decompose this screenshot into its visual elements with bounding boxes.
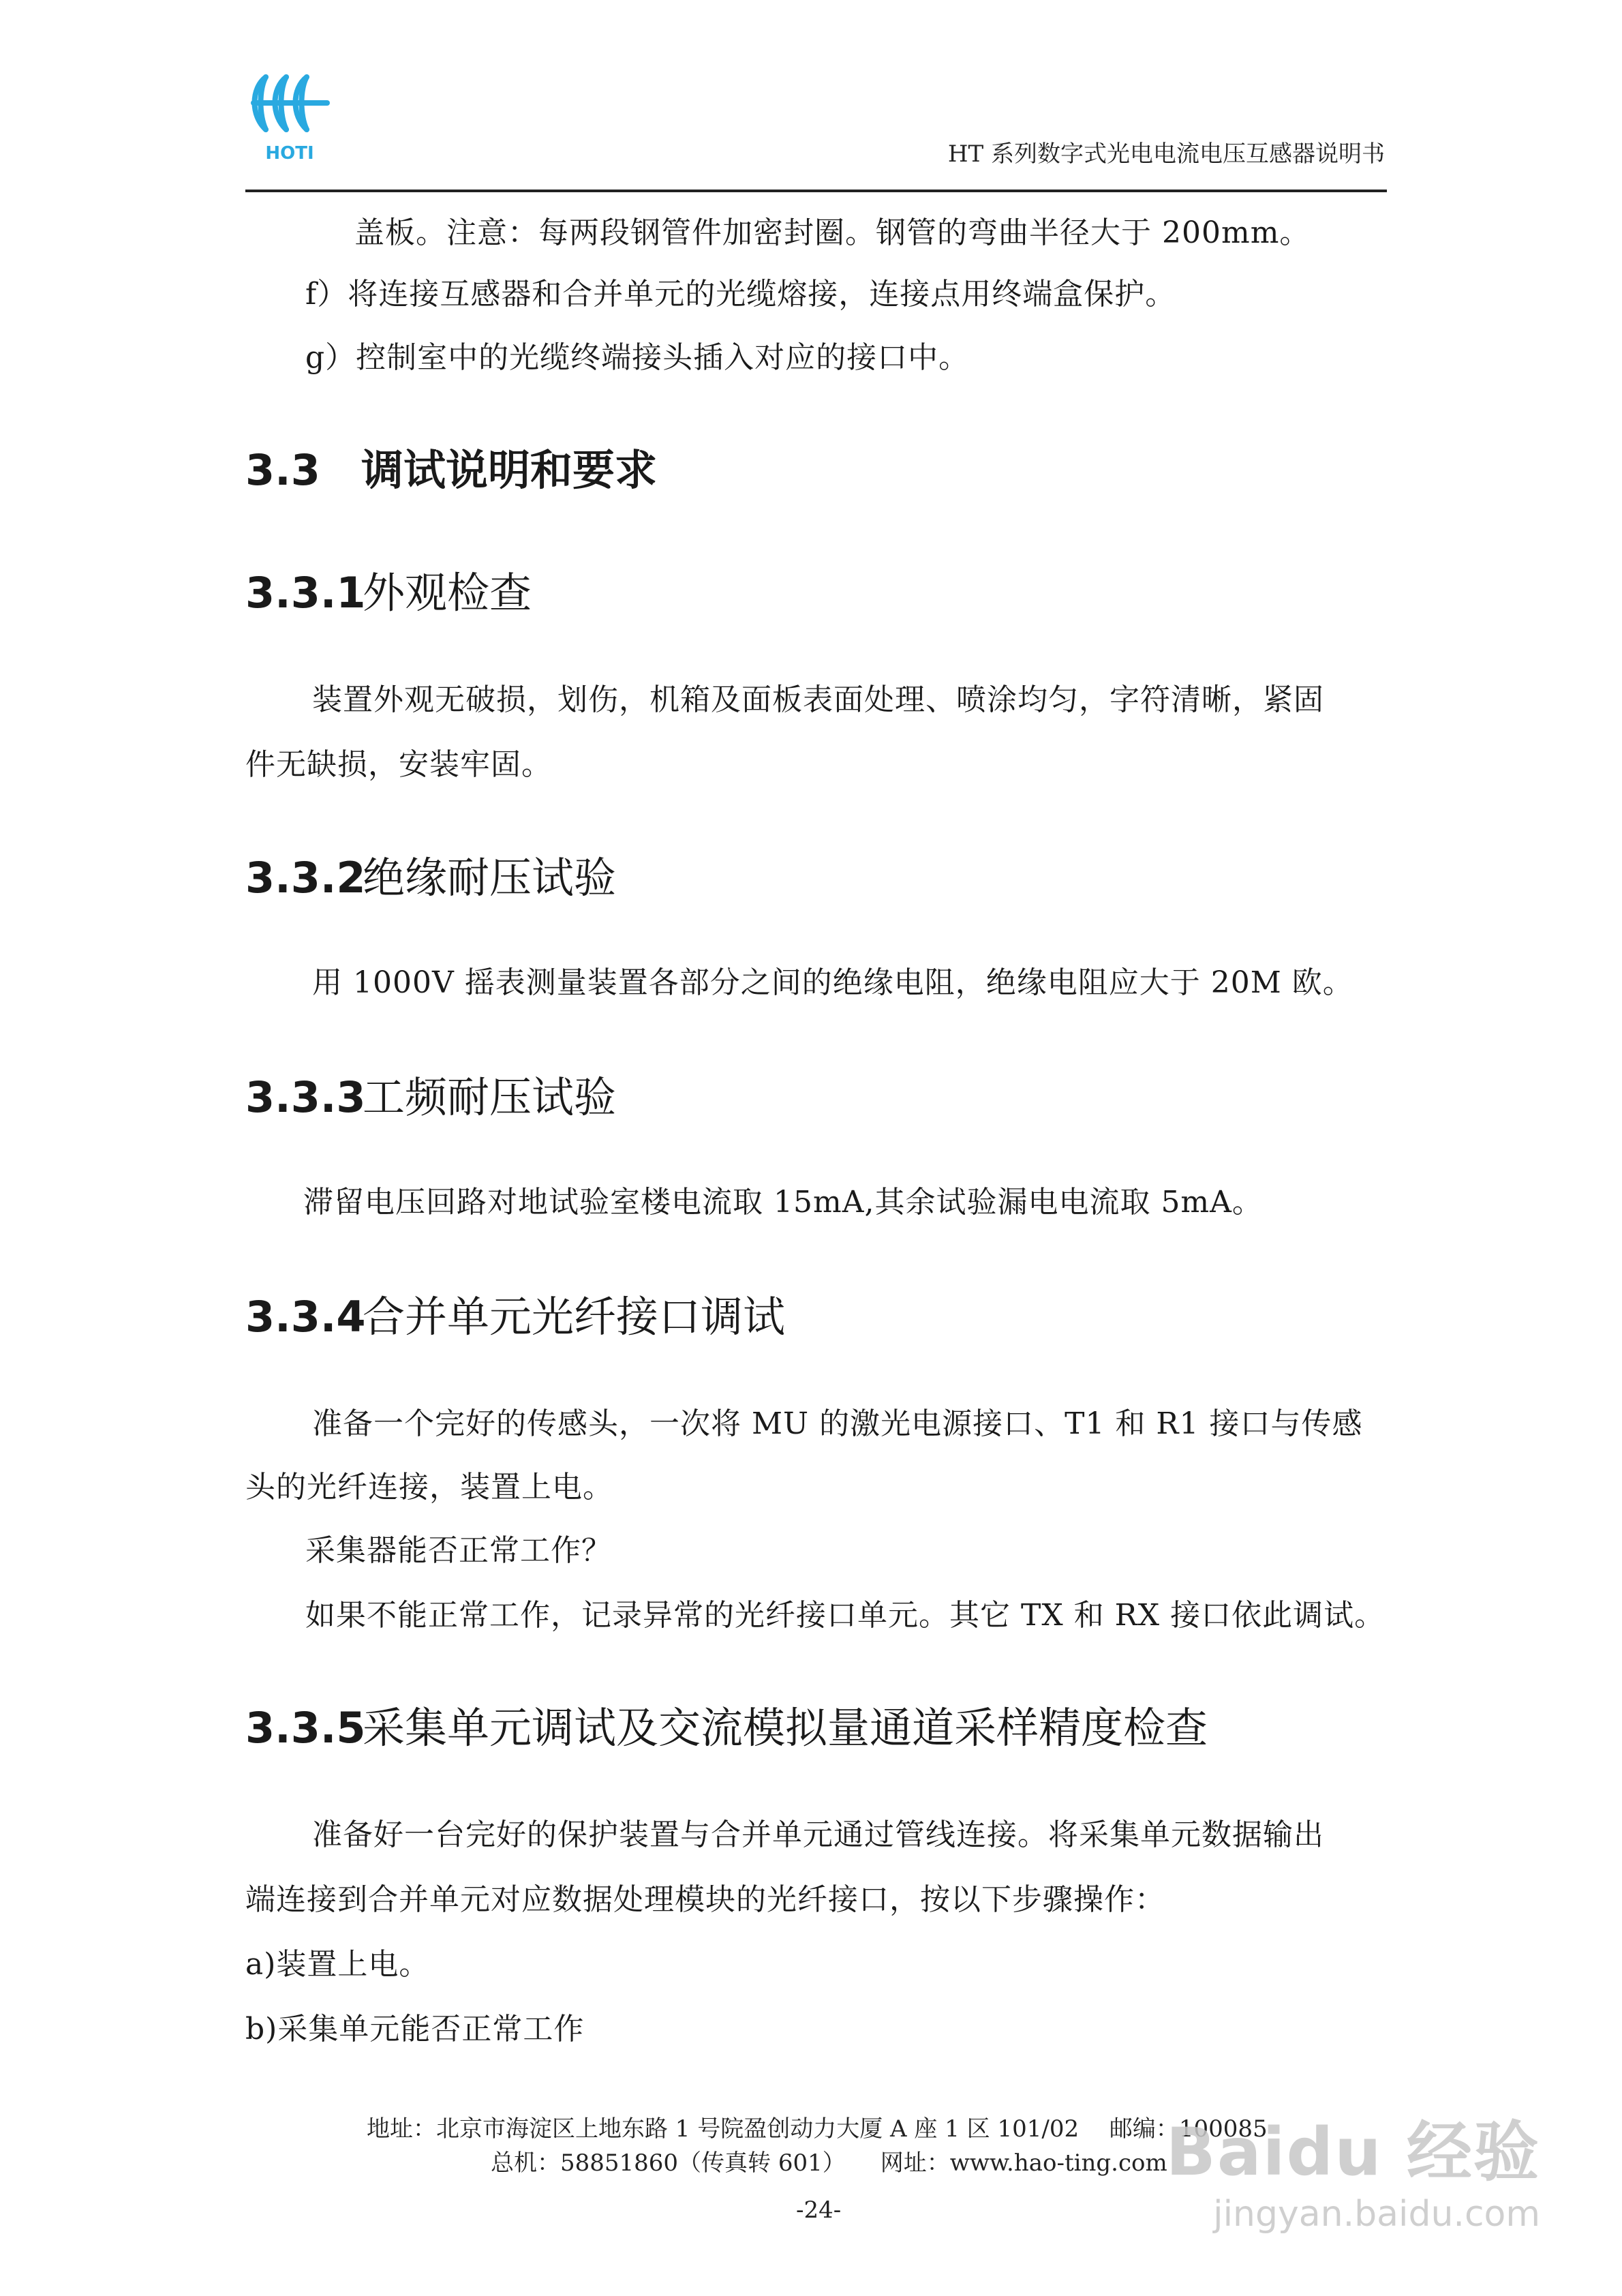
section-number: 3.3.1 [245,568,366,618]
watermark-url: jingyan.baidu.com [1213,2194,1540,2235]
list-item-g: g）控制室中的光缆终端接头插入对应的接口中。 [305,340,970,375]
paragraph: 滞留电压回路对地试验室楼电流取 15mA,其余试验漏电电流取 5mA。 [303,1185,1263,1220]
section-number: 3.3.3 [245,1072,366,1122]
paragraph: 准备一个完好的传感头，一次将 MU 的激光电源接口、T1 和 R1 接口与传感 [312,1406,1363,1441]
footer-contact: 总机：58851860（传真转 601） 网址：www.hao-ting.com [491,2149,1167,2177]
paragraph: 如果不能正常工作，记录异常的光纤接口单元。其它 TX 和 RX 接口依此调试。 [305,1598,1386,1633]
paragraph: 头的光纤连接，装置上电。 [245,1470,613,1505]
paragraph-continued: 盖板。注意：每两段钢管件加密封圈。钢管的弯曲半径大于 200mm。 [354,215,1311,250]
footer-address: 地址：北京市海淀区上地东路 1 号院盈创动力大厦 A 座 1 区 101/02 邮编：100085 [367,2115,1268,2143]
section-title: 绝缘耐压试验 [363,853,617,903]
section-number: 3.3.5 [245,1703,366,1753]
logo-text: HOTI [265,143,314,164]
section-number: 3.3.4 [245,1292,366,1342]
section-title: 采集单元调试及交流模拟量通道采样精度检查 [363,1703,1208,1753]
list-item-b: b)采集单元能否正常工作 [245,2012,585,2046]
section-3-3-2-heading [245,844,616,905]
paragraph: 采集器能否正常工作？ [305,1533,612,1568]
section-title: 调试说明和要求 [361,445,658,495]
baidu-watermark [1166,2100,1540,2235]
section-title: 工频耐压试验 [363,1072,617,1122]
paragraph: 装置外观无破损，划伤，机箱及面板表面处理、喷涂均匀，字符清晰，紧固 [312,682,1324,717]
watermark-brand: Baidu 经验 [1165,2114,1540,2190]
section-3-3-4-heading [245,1283,785,1344]
list-item-a: a)装置上电。 [245,1947,430,1982]
page-number: -24- [796,2196,842,2224]
section-3-3-1-heading [245,559,532,620]
paragraph: 端连接到合并单元对应数据处理模块的光纤接口，按以下步骤操作： [245,1882,1165,1917]
paragraph: 件无缺损，安装牢固。 [245,747,552,782]
section-number: 3.3.2 [245,853,366,903]
paragraph: 用 1000V 摇表测量装置各部分之间的绝缘电阻，绝缘电阻应大于 20M 欧。 [312,965,1353,1000]
section-number: 3.3 [245,445,320,495]
paragraph: 准备好一台完好的保护装置与合并单元通过管线连接。将采集单元数据输出 [312,1817,1324,1852]
section-3-3-5-heading [245,1694,1208,1755]
header-title: HT 系列数字式光电电流电压互感器说明书 [947,140,1385,168]
list-item-f: f）将连接互感器和合并单元的光缆熔接，连接点用终端盒保护。 [305,277,1176,312]
section-3-3-3-heading [245,1063,616,1124]
section-title: 合并单元光纤接口调试 [363,1292,786,1342]
header-divider [245,190,1387,192]
company-logo [239,65,341,167]
section-3-3-heading [245,436,657,497]
section-title: 外观检查 [363,568,532,618]
